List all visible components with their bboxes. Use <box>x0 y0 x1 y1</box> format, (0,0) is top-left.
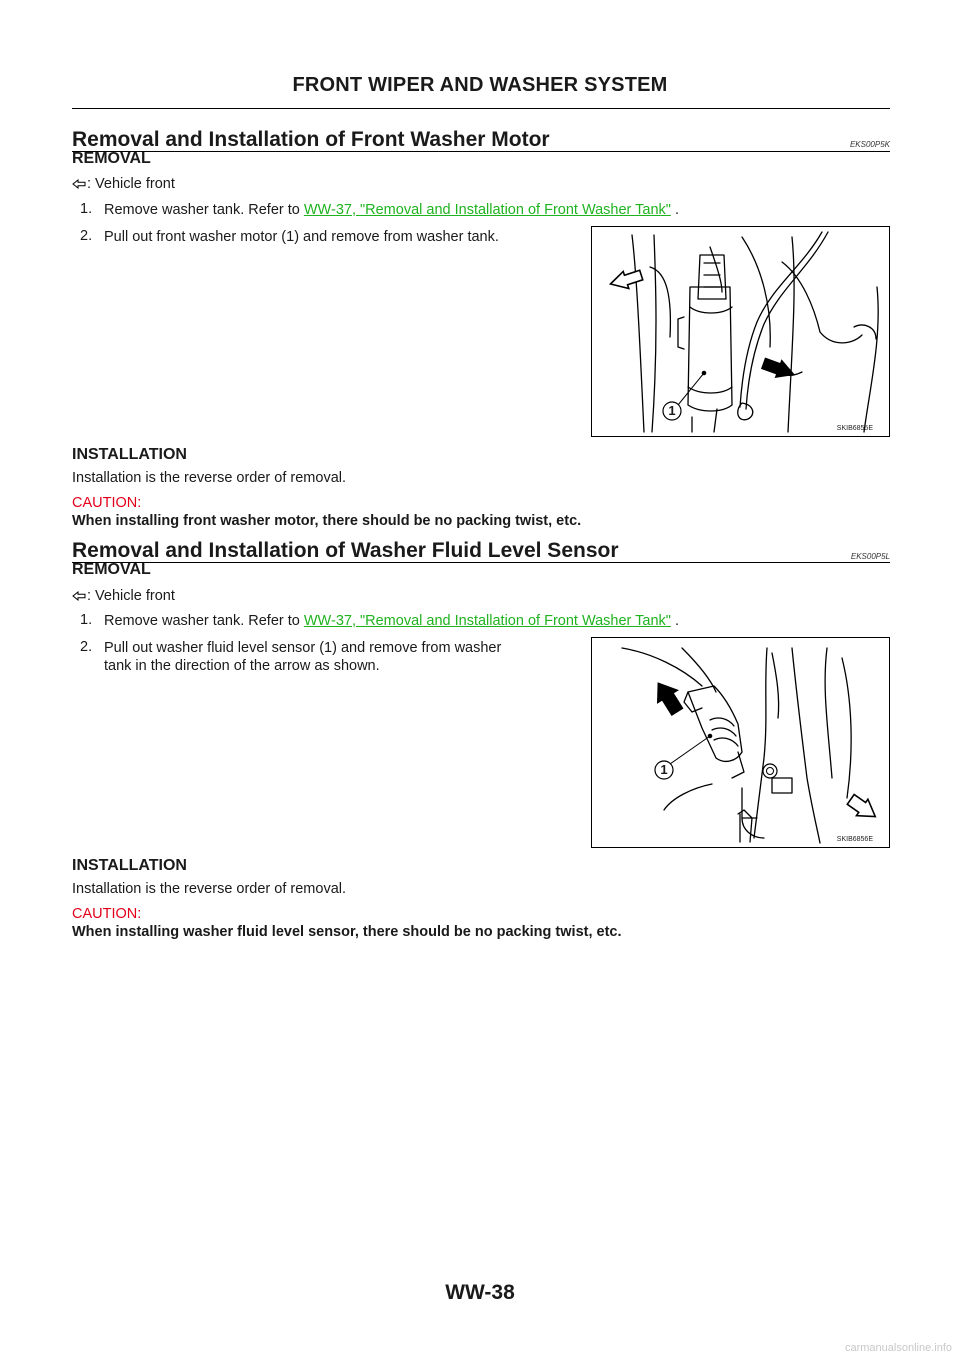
step-2-line-2: tank in the direction of the arrow as shown. <box>104 658 380 674</box>
section-code: EKS00P5K <box>849 140 890 149</box>
washer-motor-figure <box>591 226 890 437</box>
header-rule <box>72 108 890 109</box>
installation-text: Installation is the reverse order of removal. <box>72 881 347 897</box>
installation-heading: INSTALLATION <box>72 857 187 874</box>
vehicle-front-legend <box>72 176 175 192</box>
front-arrow-icon <box>72 591 86 601</box>
step-2-text: Pull out front washer motor (1) and remove from washer tank. <box>104 229 499 245</box>
step-2-line-1: Pull out washer fluid level sensor (1) and remove from washer <box>104 640 502 656</box>
page-header-title: FRONT WIPER AND WASHER SYSTEM <box>292 74 668 96</box>
figure-callout-1: 1 <box>660 762 668 777</box>
section-title-level-sensor: Removal and Installation of Washer Fluid Level Sensor <box>72 539 619 562</box>
step-text: Remove washer tank. Refer to <box>104 613 300 629</box>
watermark: carmanualsonline.info <box>844 1342 952 1354</box>
figure-callout-1: 1 <box>668 403 676 418</box>
section-code: EKS00P5L <box>850 552 890 561</box>
removal-heading: REMOVAL <box>72 561 151 578</box>
installation-text: Installation is the reverse order of removal. <box>72 470 347 486</box>
caution-label: CAUTION: <box>72 495 142 511</box>
figure-code: SKIB6855E <box>836 425 873 432</box>
front-arrow-icon <box>72 179 86 189</box>
step-1 <box>104 612 679 630</box>
legend-text: : Vehicle front <box>87 588 175 604</box>
step-number: 2. <box>80 639 93 655</box>
level-sensor-illustration <box>592 638 889 847</box>
section-rule <box>72 562 890 563</box>
tank-removal-link[interactable]: WW-37, "Removal and Installation of Front Washer Tank" <box>303 613 671 629</box>
step-number: 2. <box>80 228 93 244</box>
caution-text: When installing washer fluid level sensor, there should be no packing twist, etc. <box>72 924 622 940</box>
tank-removal-link[interactable]: WW-37, "Removal and Installation of Front Washer Tank" <box>303 202 671 218</box>
step-suffix: . <box>670 613 679 629</box>
caution-text: When installing front washer motor, there should be no packing twist, etc. <box>72 513 582 529</box>
step-number: 1. <box>80 612 93 628</box>
step-suffix: . <box>670 202 679 218</box>
removal-heading: REMOVAL <box>72 150 151 167</box>
installation-heading: INSTALLATION <box>72 446 187 463</box>
washer-motor-illustration <box>592 227 889 436</box>
vehicle-front-legend <box>72 588 175 604</box>
legend-text: : Vehicle front <box>87 176 175 192</box>
section-title-washer-motor: Removal and Installation of Front Washer Motor <box>72 128 550 151</box>
caution-label: CAUTION: <box>72 906 142 922</box>
step-number: 1. <box>80 201 93 217</box>
step-1 <box>104 201 679 219</box>
step-text: Remove washer tank. Refer to <box>104 202 300 218</box>
figure-code: SKIB6856E <box>836 836 873 843</box>
section-rule <box>72 151 890 152</box>
level-sensor-figure <box>591 637 890 848</box>
page-number: WW-38 <box>445 1281 515 1304</box>
